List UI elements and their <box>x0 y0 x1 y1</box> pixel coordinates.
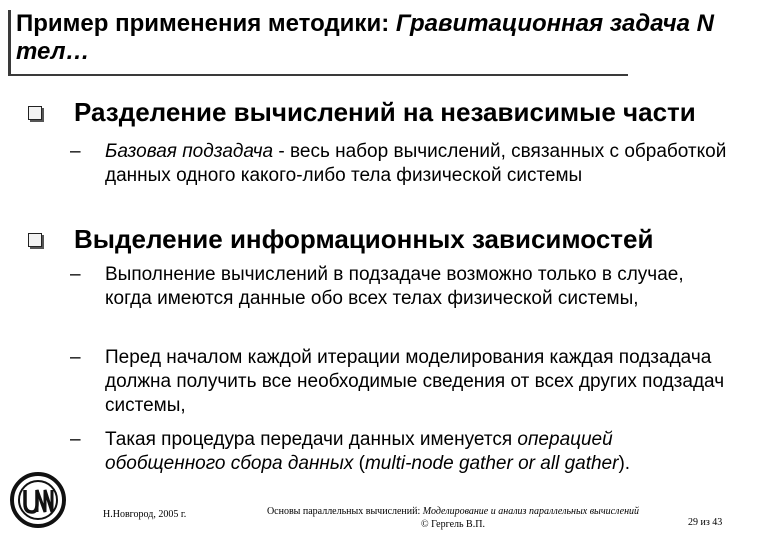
sub-item-4 <box>70 428 730 476</box>
title-italic: Гравитационная задача N тел… <box>16 10 715 65</box>
bullet-2-text: Выделение информационных зависимостей <box>74 224 654 254</box>
title-prefix: Пример применения методики: <box>16 10 396 37</box>
footer-city-year: Н.Новгород, 2005 г. <box>103 509 187 520</box>
dash-icon: – <box>70 264 81 285</box>
dash-icon: – <box>70 141 81 162</box>
slide-title <box>16 10 756 66</box>
sub-item-2-text: Выполнение вычислений в подзадаче возможно только в случае, когда имеются данные обо всех телах физической системы, <box>105 264 684 309</box>
sub-item-4-text <box>105 428 730 476</box>
sub-item-1 <box>70 140 730 188</box>
footer-course-italic: Моделирование и анализ параллельных вычислений <box>422 506 640 517</box>
footer-page-number: 29 из 43 <box>688 517 723 528</box>
title-underline <box>8 74 628 76</box>
dash-icon: – <box>70 429 81 450</box>
footer-course-plain: Основы параллельных вычислений: <box>266 506 423 517</box>
sub4-mid: ( <box>353 453 365 474</box>
sub-item-3-text: Перед началом каждой итерации моделирования каждая подзадача должна получить все необходимые сведения от всех других подзадач системы, <box>105 347 725 416</box>
footer-author: © Гергель В.П. <box>421 519 485 530</box>
sub4-post: ). <box>618 453 631 474</box>
sub-item-1-text <box>105 140 730 188</box>
dash-icon: – <box>70 347 81 368</box>
sub4-italic-english: multi-node gather or all gather <box>364 453 619 474</box>
sub1-rest: - весь набор вычислений, связанных с обработкой данных одного какого-либо тела физической системы <box>105 141 727 186</box>
sub-item-3 <box>70 346 730 418</box>
sub4-italic-term: операцией обобщенного сбора данных <box>105 429 613 474</box>
sub1-italic: Базовая подзадача <box>105 141 274 162</box>
unn-logo-icon <box>10 472 66 528</box>
sub-item-2 <box>70 263 730 311</box>
footer-course <box>238 505 668 531</box>
title-accent-bar <box>8 10 11 74</box>
checkbox-bullet-icon <box>28 233 42 247</box>
sub4-pre: Такая процедура передачи данных именуется <box>105 429 518 450</box>
bullet-1-text: Разделение вычислений на независимые части <box>74 97 696 127</box>
checkbox-bullet-icon <box>28 106 42 120</box>
